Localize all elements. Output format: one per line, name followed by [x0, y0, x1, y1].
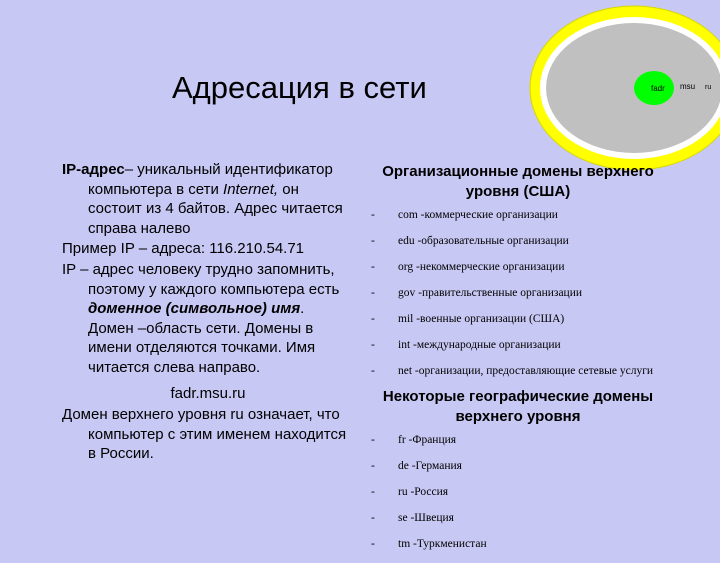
list-item: - fr -Франция	[368, 433, 668, 448]
domain-name-explanation: . Домен –область сети. Домены в имени отделяются точками. Имя читается слева направо.	[88, 300, 316, 376]
ip-example-paragraph: Пример IP – адреса: 116.210.54.71	[62, 240, 305, 258]
fadr-label: fadr	[651, 84, 665, 93]
org-domains-heading: Организационные домены верхнего уровня (США)	[382, 163, 654, 200]
ru-label: ru	[705, 84, 712, 91]
list-item: - se -Швеция	[368, 511, 668, 526]
right-column	[368, 162, 668, 563]
ip-definition-paragraph	[62, 160, 354, 238]
domain-name-intro: IP – адрес человеку трудно запомнить, поэтому у каждого компьютера есть	[62, 260, 340, 298]
list-item: - org -некоммерческие организации	[368, 260, 668, 275]
list-item: - ru -Россия	[368, 485, 668, 500]
list-item: - mil -военные организации (США)	[368, 312, 668, 327]
list-item: - edu -образовательные организации	[368, 234, 668, 249]
geo-domains-heading: Некоторые географические домены верхнего уровня	[382, 388, 654, 425]
list-item: - net -организации, предоставляющие сетевые услуги	[368, 364, 668, 379]
list-item: - com -коммерческие организации	[368, 208, 668, 223]
org-domains-list	[368, 208, 668, 379]
domain-diagram	[526, 0, 720, 180]
domain-name-term: доменное (символьное) имя	[88, 300, 301, 318]
domain-name-paragraph	[62, 260, 354, 378]
list-item: - gov -правительственные организации	[368, 286, 668, 301]
list-item: - int -международные организации	[368, 338, 668, 353]
list-item: - de -Германия	[368, 459, 668, 474]
ip-term: IP-адрес	[62, 161, 125, 178]
top-level-domain-paragraph: Домен верхнего уровня ru означает, что компьютер с этим именем находится в России.	[62, 406, 347, 463]
geo-domains-list	[368, 433, 668, 552]
slide-title: Адресация в сети	[172, 70, 427, 105]
left-column	[62, 160, 354, 465]
domain-example: fadr.msu.ru	[170, 384, 246, 402]
ip-definition-tail: он состоит из 4 байтов. Адрес читается справа налево	[88, 180, 343, 237]
internet-term: Internet,	[223, 180, 279, 198]
ip-definition-text: – уникальный идентификатор компьютера в сети	[88, 161, 333, 198]
list-item: - tm -Туркменистан	[368, 537, 668, 552]
msu-label: msu	[680, 82, 696, 91]
